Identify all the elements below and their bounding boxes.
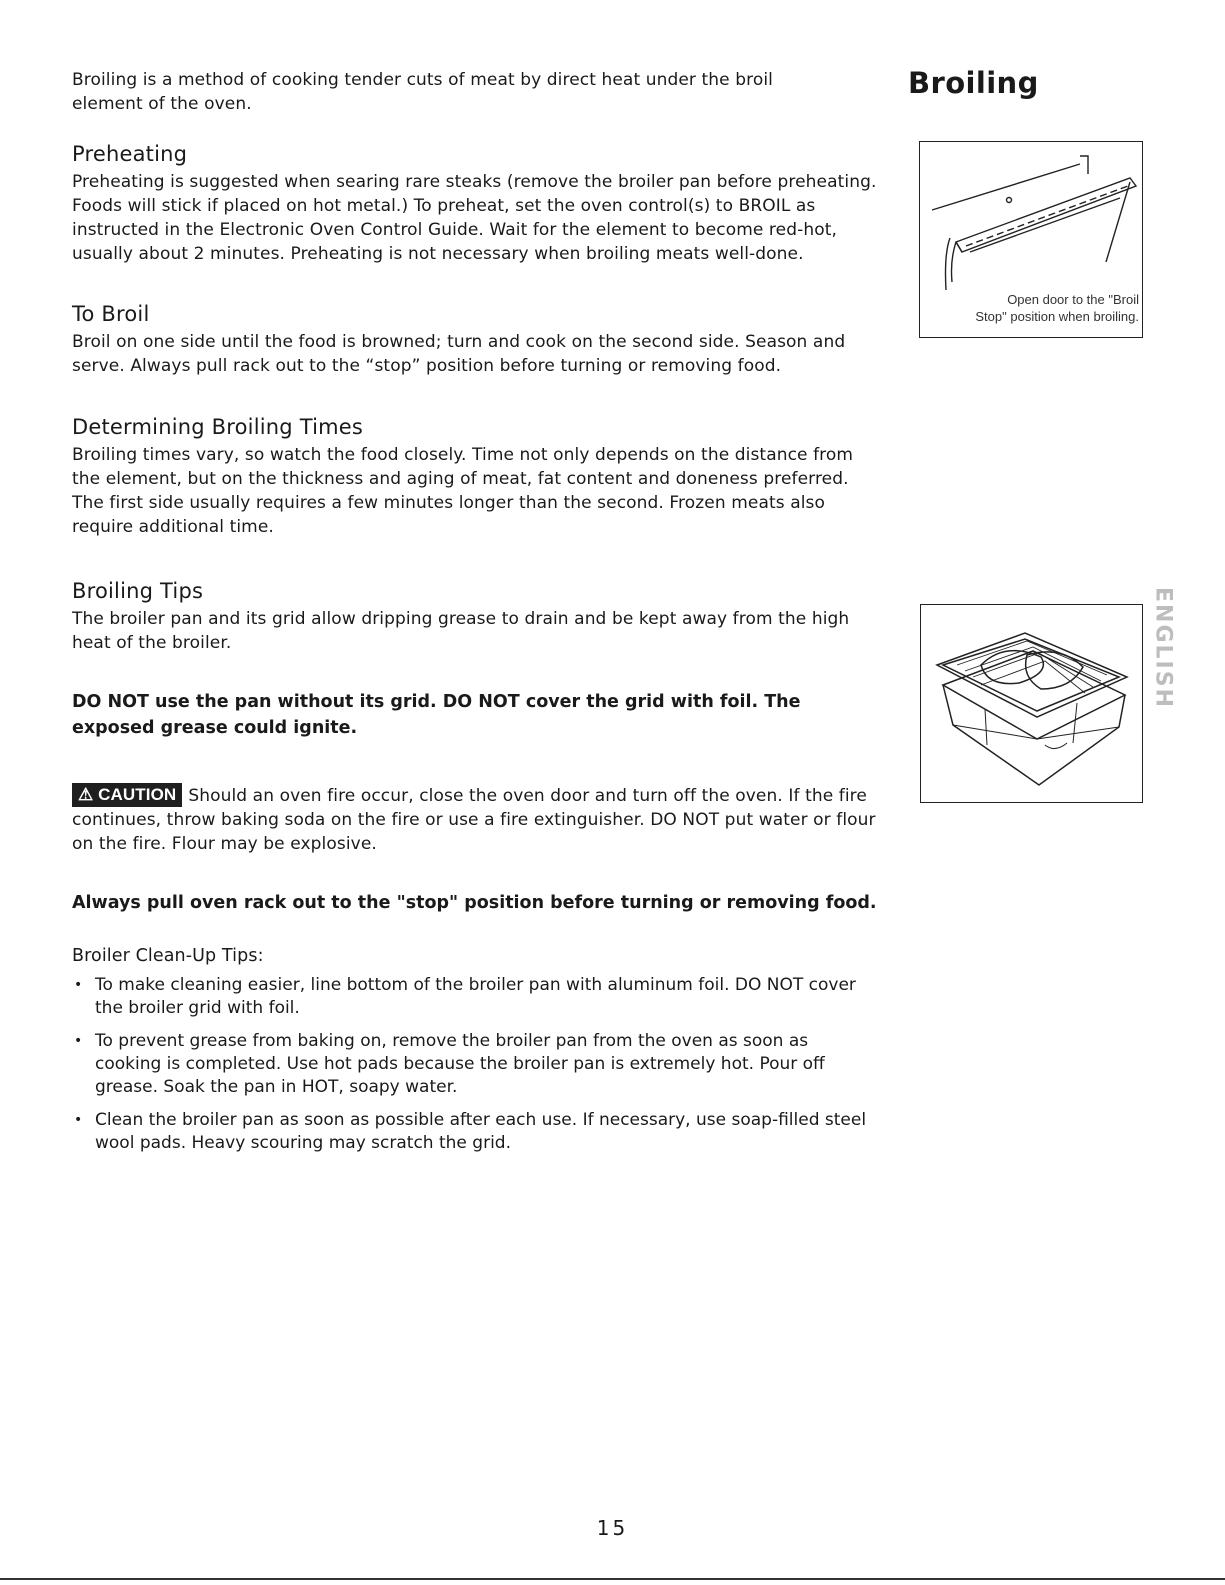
caption-line-1: Open door to the "Broil — [1007, 292, 1139, 307]
oven-door-drawing — [920, 142, 1142, 292]
main-content — [72, 68, 892, 1165]
oven-door-figure — [919, 141, 1143, 338]
cleanup-heading: Broiler Clean-Up Tips: — [72, 946, 264, 966]
cleanup-list — [72, 974, 872, 1155]
determining-heading: Determining Broiling Times — [72, 415, 364, 439]
broiling-tips-heading: Broiling Tips — [72, 579, 204, 603]
to-broil-body: Broil on one side until the food is browned; turn and cook on the second side. Season and serve. Always pull rack out to the “stop” position before turning or removing food. — [72, 332, 846, 376]
bottom-rule — [0, 1578, 1225, 1580]
warning-triangle-icon: ⚠ — [78, 785, 94, 804]
caption-line-2: Stop" position when broiling. — [975, 309, 1139, 324]
preheating-body: Preheating is suggested when searing rare steaks (remove the broiler pan before preheating. Foods will stick if placed on hot metal.) To preheat, set the oven control(s) to BROIL as instructed in the Electronic Oven Control Guide. Wait for the element to become red-hot, usually about 2 minutes. Preheating is not necessary when broiling meats well-done. — [72, 172, 877, 264]
page-title: Broiling — [908, 66, 1039, 100]
broiler-pan-drawing — [921, 605, 1141, 801]
caution-text: Should an oven fire occur, close the oven door and turn off the oven. If the fire continues, throw baking soda on the fire or use a fire extinguisher. DO NOT put water or flour on the fire. Flour may be explosive. — [72, 786, 876, 854]
list-item: • To make cleaning easier, line bottom of the broiler pan with aluminum foil. DO NOT cover the broiler grid with foil. — [72, 974, 872, 1020]
rack-notice: Always pull oven rack out to the "stop" position before turning or removing food. — [72, 893, 877, 913]
determining-body: Broiling times vary, so watch the food closely. Time not only depends on the distance from the element, but on the thickness and aging of meat, fat content and doneness preferred. The first side usually requires a few minutes longer than the second. Frozen meats also require additional time. — [72, 445, 854, 537]
side-language-tab — [1150, 585, 1176, 711]
to-broil-heading: To Broil — [72, 302, 150, 326]
list-item: • To prevent grease from baking on, remove the broiler pan from the oven as soon as cooking is completed. Use hot pads because the broiler pan is extremely hot. Pour off grease. Soak the pan in HOT, soapy water. — [72, 1030, 872, 1099]
page-number: 15 — [596, 1516, 629, 1540]
door-figure-caption — [924, 291, 1139, 325]
broiling-tips-body: The broiler pan and its grid allow dripping grease to drain and be kept away from the high heat of the broiler. — [72, 609, 850, 653]
preheating-heading: Preheating — [72, 142, 188, 166]
caution-paragraph — [72, 783, 892, 856]
caution-badge — [72, 783, 182, 807]
broiler-pan-figure — [920, 604, 1143, 803]
side-language-label: ENGLISH — [1150, 587, 1176, 709]
intro-text: Broiling is a method of cooking tender cuts of meat by direct heat under the broil element of the oven. — [72, 70, 773, 114]
list-item: • Clean the broiler pan as soon as possible after each use. If necessary, use soap-filled steel wool pads. Heavy scouring may scratch the grid. — [72, 1109, 872, 1155]
caution-label: CAUTION — [98, 785, 177, 804]
grid-warning: DO NOT use the pan without its grid. DO NOT cover the grid with foil. The exposed grease could ignite. — [72, 692, 801, 738]
